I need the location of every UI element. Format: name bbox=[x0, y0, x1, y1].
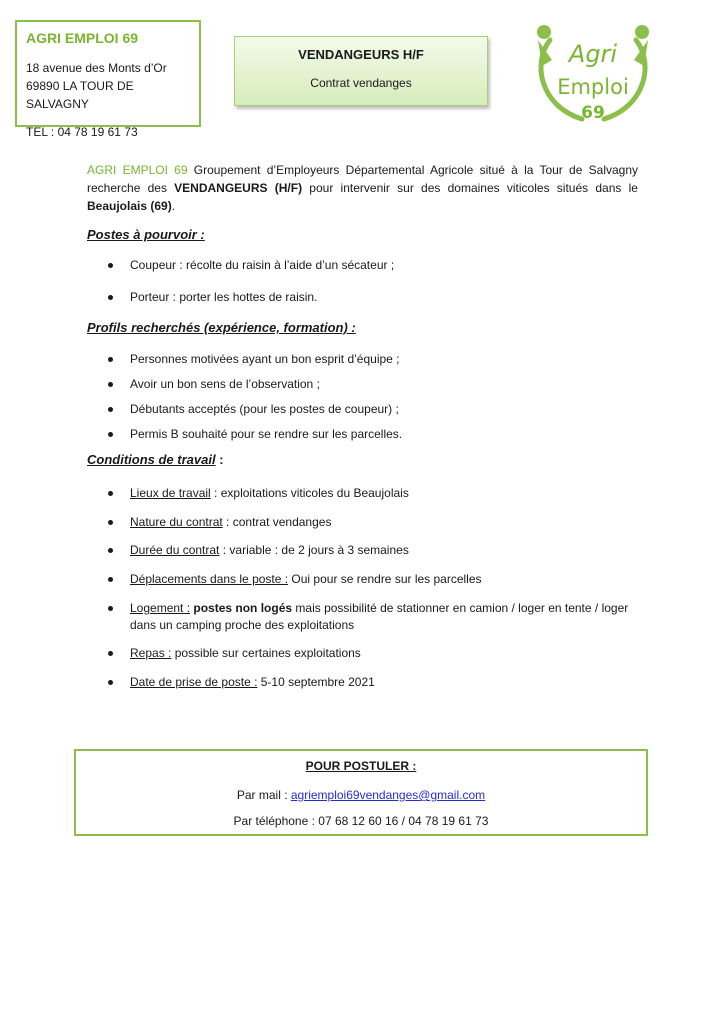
address-line-1: 18 avenue des Monts d’Or bbox=[26, 61, 167, 75]
bullet-icon bbox=[108, 295, 113, 300]
logo-word-emploi: Emploi bbox=[557, 75, 629, 99]
bullet-icon bbox=[108, 577, 113, 582]
condition-text: mais possibilité de stationner en camion / loger en tente / loger dans un camping proche des exploitations bbox=[130, 601, 629, 632]
contract-type: Contrat vendanges bbox=[310, 76, 412, 90]
section-title-postes: Postes à pourvoir : bbox=[87, 227, 205, 242]
condition-label: Lieux de travail bbox=[130, 486, 211, 500]
agri-emploi-logo bbox=[530, 18, 656, 126]
apply-phone: Par téléphone : 07 68 12 60 16 / 04 78 19 61 73 bbox=[233, 814, 489, 828]
bullet-icon bbox=[108, 680, 113, 685]
section-title-conditions-text: Conditions de travail bbox=[87, 452, 216, 467]
intro-text-2: pour intervenir sur des domaines viticoles situés dans le bbox=[302, 181, 638, 195]
apply-box bbox=[74, 749, 648, 836]
job-title: VENDANGEURS H/F bbox=[298, 47, 424, 62]
condition-text: : exploitations viticoles du Beaujolais bbox=[210, 486, 409, 500]
address-box bbox=[15, 20, 201, 139]
intro-text-3: . bbox=[171, 199, 176, 213]
condition-text: : variable : de 2 jours à 3 semaines bbox=[219, 543, 409, 557]
condition-label: Date de prise de poste : bbox=[130, 675, 258, 689]
bullet-icon bbox=[108, 357, 113, 362]
list-item-text: Porteur : porter les hottes de raisin. bbox=[130, 290, 318, 304]
intro-text-1: Groupement d’Employeurs Départemental Agricole situé à la Tour de Salvagny recherche des bbox=[87, 163, 639, 195]
bullet-icon bbox=[108, 520, 113, 525]
list-item-text: Permis B souhaité pour se rendre sur les parcelles. bbox=[130, 427, 403, 441]
section-title-conditions-colon: : bbox=[215, 452, 224, 467]
apply-mail-line bbox=[76, 788, 646, 802]
bullet-icon bbox=[108, 548, 113, 553]
email-link[interactable]: agriemploi69vendanges@gmail.com bbox=[290, 788, 486, 802]
logo-number: 69 bbox=[581, 103, 605, 123]
address-tel: TEL : 04 78 19 61 73 bbox=[26, 125, 138, 139]
intro-role: VENDANGEURS (H/F) bbox=[174, 181, 303, 195]
section-title-profils: Profils recherchés (expérience, formation) : bbox=[87, 320, 356, 335]
apply-title: POUR POSTULER : bbox=[305, 759, 417, 773]
intro-paragraph bbox=[87, 161, 638, 215]
section-title-conditions bbox=[87, 451, 224, 469]
condition-text: possible sur certaines exploitations bbox=[171, 646, 361, 660]
bullet-icon bbox=[108, 491, 113, 496]
intro-org: AGRI EMPLOI 69 bbox=[87, 163, 188, 177]
apply-mail-prefix: Par mail : bbox=[236, 788, 291, 802]
intro-region: Beaujolais (69) bbox=[87, 199, 172, 213]
condition-label: Logement : bbox=[130, 601, 191, 615]
bullet-icon bbox=[108, 651, 113, 656]
address-line-2: 69890 LA TOUR DE SALVAGNY bbox=[26, 79, 134, 111]
bullet-icon bbox=[108, 606, 113, 611]
condition-text: Oui pour se rendre sur les parcelles bbox=[288, 572, 482, 586]
list-item-text: Personnes motivées ayant un bon esprit d’équipe ; bbox=[130, 352, 400, 366]
bullet-icon bbox=[108, 382, 113, 387]
condition-label: Durée du contrat bbox=[130, 543, 220, 557]
list-item-text: Avoir un bon sens de l’observation ; bbox=[130, 377, 320, 391]
condition-text: 5-10 septembre 2021 bbox=[257, 675, 375, 689]
job-title-box bbox=[234, 36, 488, 106]
logo-word-agri: Agri bbox=[568, 40, 618, 68]
list-item-text: Débutants acceptés (pour les postes de coupeur) ; bbox=[130, 402, 399, 416]
condition-bold: postes non logés bbox=[190, 601, 293, 615]
bullet-icon bbox=[108, 263, 113, 268]
condition-text: : contrat vendanges bbox=[222, 515, 332, 529]
bullet-icon bbox=[108, 432, 113, 437]
condition-label: Nature du contrat bbox=[130, 515, 223, 529]
list-item-text: Coupeur : récolte du raisin à l’aide d’un sécateur ; bbox=[130, 258, 395, 272]
condition-label: Repas : bbox=[130, 646, 172, 660]
bullet-icon bbox=[108, 407, 113, 412]
org-name: AGRI EMPLOI 69 bbox=[26, 30, 139, 46]
condition-label: Déplacements dans le poste : bbox=[130, 572, 289, 586]
